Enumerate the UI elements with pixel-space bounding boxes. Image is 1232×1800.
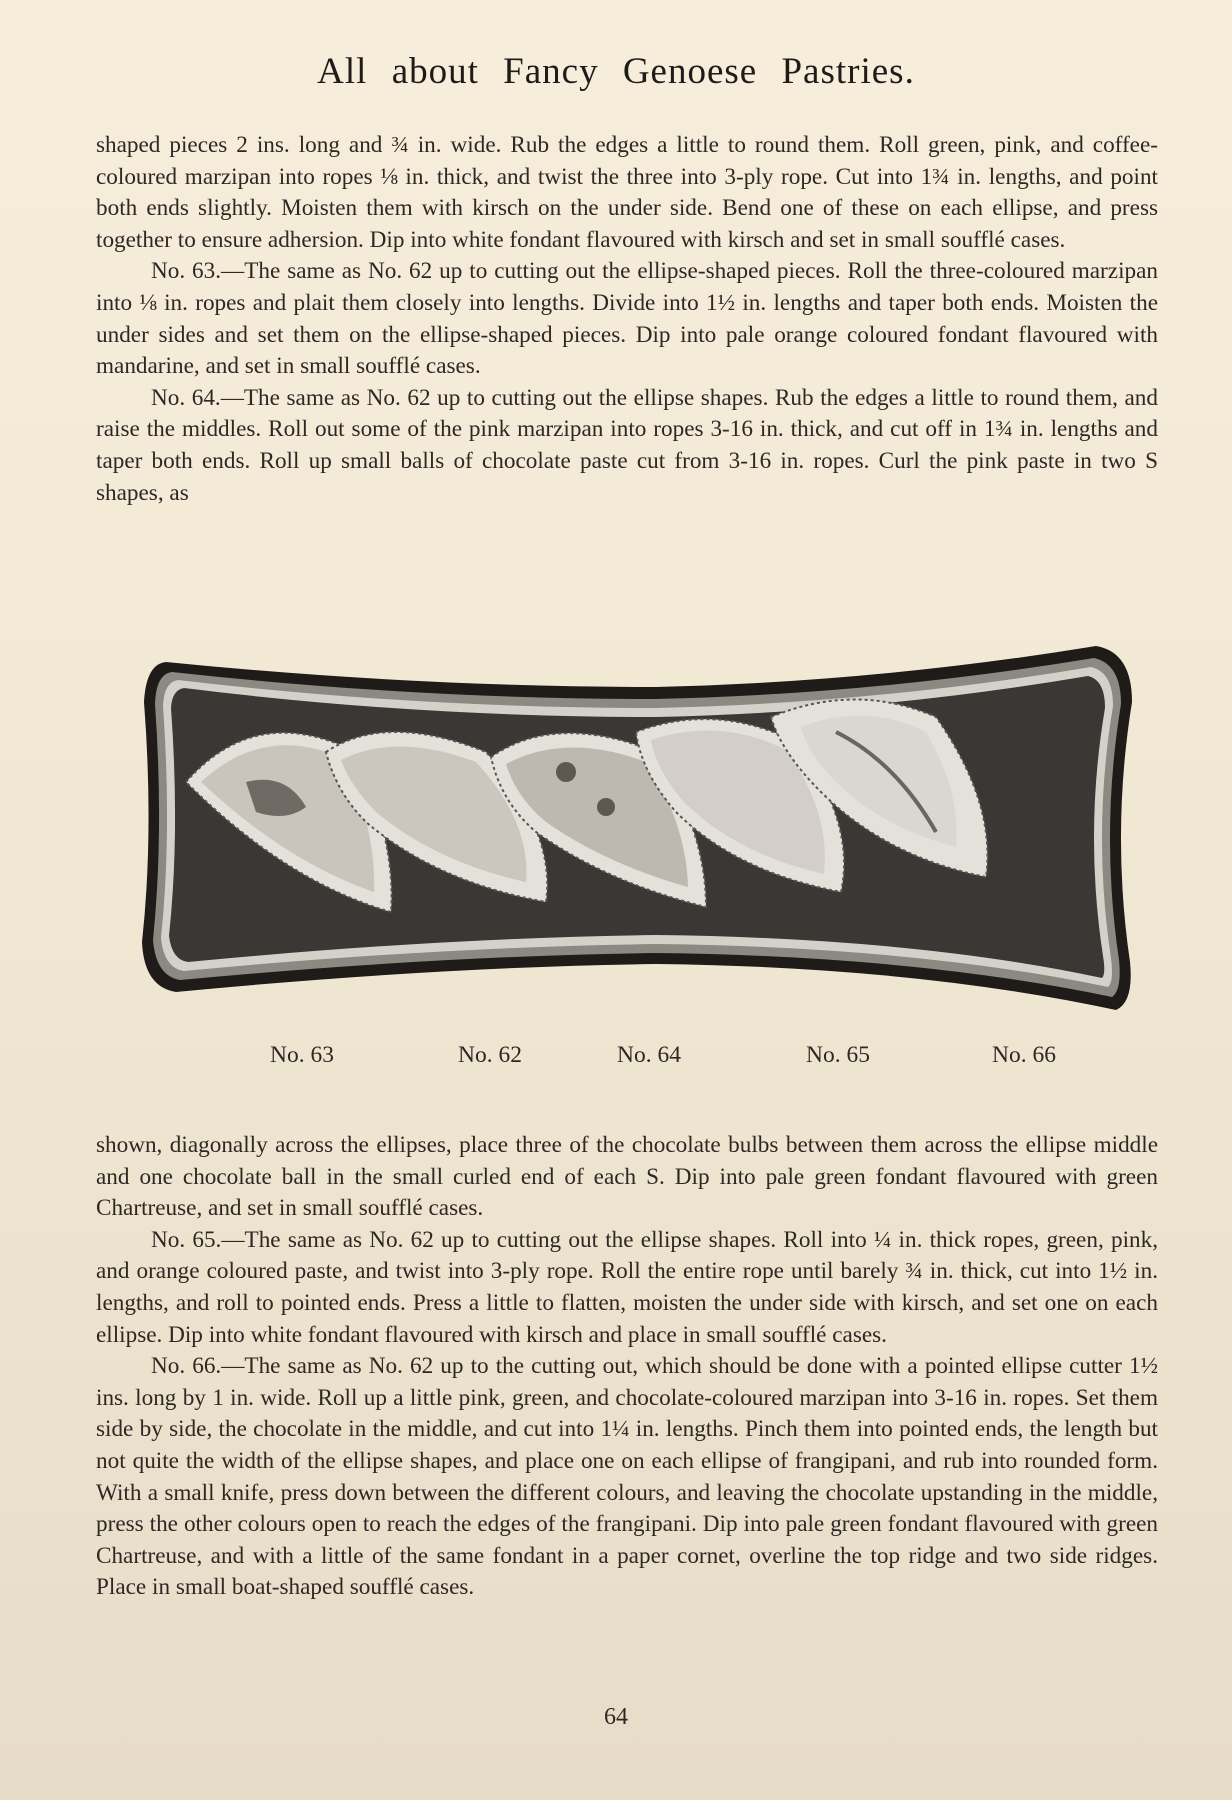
- figure-captions: [0, 1042, 1232, 1082]
- paragraph-no63: No. 63.—The same as No. 62 up to cutting out the ellipse-shaped pieces. Roll the three-coloured marzipan into ⅛ in. ropes and plait them closely into lengths. Divide into 1½ in. lengths and taper both ends. Moisten the under sides and set them on the ellipse-shaped pieces. Dip into pale orange coloured fondant flavoured with mandarine, and set in small soufflé cases.: [96, 258, 1158, 380]
- page-number: 64: [604, 1704, 628, 1730]
- paragraph-no65: No. 65.—The same as No. 62 up to cutting out the ellipse shapes. Roll into ¼ in. thick ropes, green, pink, and orange coloured paste, and twist into 3-ply rope. Roll the entire rope until barely ¾ in. thick, cut into 1½ in. lengths, and roll to pointed ends. Press a little to flatten, moisten the under side with kirsch, and set one on each ellipse. Dip into white fondant flavoured with kirsch and place in small soufflé cases.: [96, 1226, 1158, 1348]
- top-text-block: [96, 130, 1158, 509]
- pastry-tray-illustration: [136, 642, 1136, 1017]
- caption-no62: No. 62: [458, 1042, 522, 1068]
- pastry-photograph: [136, 642, 1136, 1017]
- bottom-text-block: [96, 1130, 1158, 1604]
- paragraph-no64: No. 64.—The same as No. 62 up to cutting out the ellipse shapes. Rub the edges a little to round them, and raise the middles. Roll out some of the pink marzipan into ropes 3-16 in. thick, and cut off in 1¾ in. lengths and taper both ends. Roll up small balls of chocolate paste cut from 3-16 in. ropes. Curl the pink paste in two S shapes, as: [96, 384, 1158, 506]
- caption-no63: No. 63: [270, 1042, 334, 1068]
- running-head: All about Fancy Genoese Pastries.: [317, 51, 915, 92]
- paragraph-no66: No. 66.—The same as No. 62 up to the cutting out, which should be done with a pointed ellipse cutter 1½ ins. long by 1 in. wide. Roll up a little pink, green, and chocolate-coloured marzipan into 3-16 in. ropes. Set them side by side, the chocolate in the middle, and cut into 1¼ in. lengths. Pinch them into pointed ends, the length but not quite the width of the ellipse shapes, and place one on each ellipse of frangipani, and rub into rounded form. With a small knife, press down between the different colours, and leaving the chocolate upstanding in the middle, press the other colours open to reach the edges of the frangipani. Dip into pale green fondant flavoured with green Chartreuse, and with a little of the same fondant in a paper cornet, overline the top ridge and two side ridges. Place in small boat-shaped soufflé cases.: [96, 1353, 1158, 1601]
- caption-no66: No. 66: [992, 1042, 1056, 1068]
- caption-no65: No. 65: [806, 1042, 870, 1068]
- paragraph-no62-continued: shaped pieces 2 ins. long and ¾ in. wide. Rub the edges a little to round them. Roll green, pink, and coffee-coloured marzipan into ropes ⅛ in. thick, and twist the three into 3-ply rope. Cut into 1¾ in. lengths, and point both ends slightly. Moisten them with kirsch on the under side. Bend one of these on each ellipse, and press together to ensure adhersion. Dip into white fondant flavoured with kirsch and set in small soufflé cases.: [96, 132, 1158, 253]
- caption-no64: No. 64: [617, 1042, 681, 1068]
- paragraph-no64-continued: shown, diagonally across the ellipses, place three of the chocolate bulbs between them across the ellipse middle and one chocolate ball in the small curled end of each S. Dip into pale green fondant flavoured with green Chartreuse, and set in small soufflé cases.: [96, 1132, 1158, 1222]
